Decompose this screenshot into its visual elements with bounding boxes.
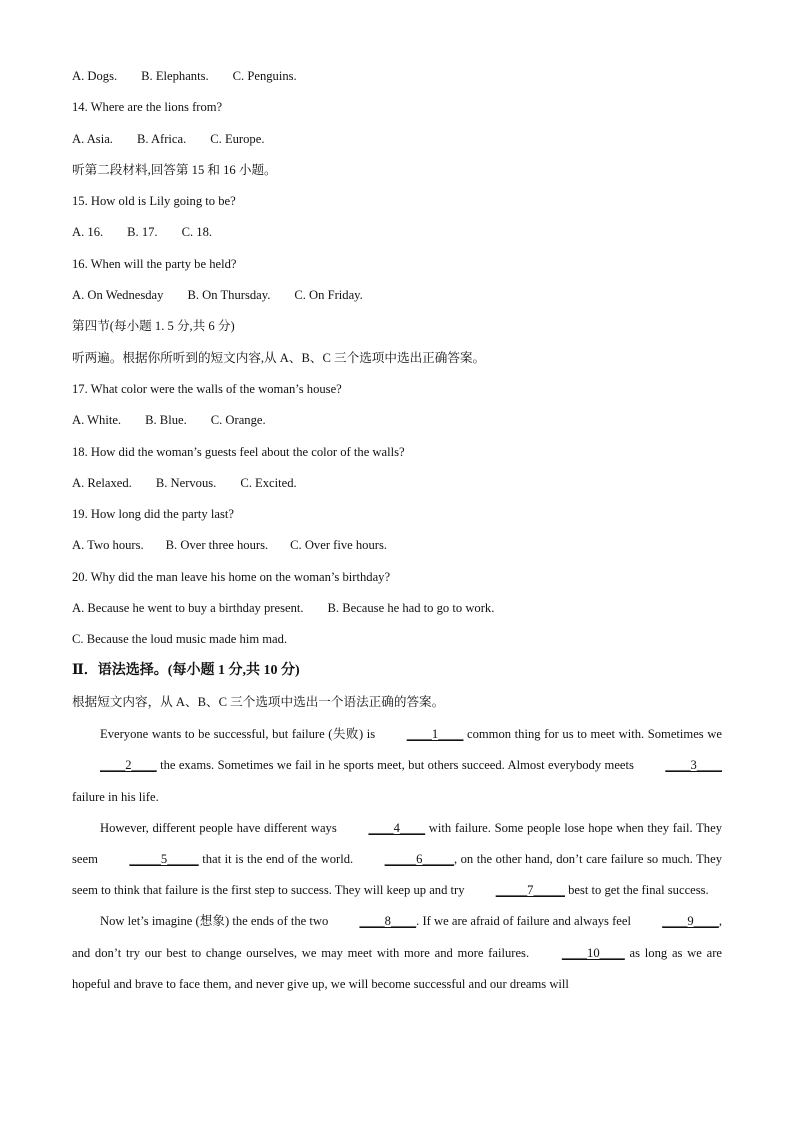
blank-3[interactable]: ____3____: [665, 758, 722, 773]
option[interactable]: A. Two hours.: [72, 538, 144, 553]
option[interactable]: A. 16.: [72, 225, 104, 240]
section2-intro: 听第二段材料,回答第 15 和 16 小题。: [72, 162, 277, 177]
option[interactable]: A. Dogs.: [72, 69, 118, 83]
option[interactable]: B. Elephants.: [141, 69, 209, 83]
grammar-section-title: Ⅱ．语法选择。(每小题 1 分,共 10 分): [72, 662, 300, 678]
passage-text: with failure. Some people lose hope when they fail. They seem: [72, 820, 722, 867]
q17-options: [72, 406, 722, 437]
q19-question: 19. How long did the party last?: [72, 507, 234, 522]
blank-2[interactable]: ____2____: [100, 758, 157, 773]
passage-text: , on the other hand, don’t care failure so much. They seem to think that failure is the first step to success. They will keep up and try: [72, 852, 722, 898]
q16-question: 16. When will the party be held?: [72, 256, 237, 271]
option[interactable]: A. Relaxed.: [72, 475, 132, 490]
q20-option-c: [72, 625, 722, 656]
passage-text: . If we are afraid of failure and always feel: [416, 914, 635, 929]
q16-options: [72, 281, 722, 312]
passage-text: Everyone wants to be successful, but failure (失败) is: [100, 727, 379, 742]
blank-5[interactable]: _____5_____: [129, 852, 199, 867]
passage-text: However, different people have different ways: [100, 820, 341, 835]
blank-6[interactable]: _____6_____: [384, 852, 454, 867]
q15-options: [72, 218, 722, 249]
blank-8[interactable]: ____8____: [359, 914, 417, 929]
passage-paragraph-3: [72, 906, 722, 1000]
option[interactable]: B. Because he had to go to work.: [327, 601, 495, 616]
grammar-instructions: 根据短文内容，从 A、B、C 三个选项中选出一个语法正确的答案。: [72, 694, 445, 709]
option[interactable]: C. Over five hours.: [290, 538, 388, 553]
option[interactable]: C. Because the loud music made him mad.: [72, 632, 288, 647]
q14-question: 14. Where are the lions from?: [72, 100, 223, 115]
option[interactable]: B. On Thursday.: [187, 288, 271, 303]
option[interactable]: A. Asia.: [72, 131, 113, 146]
blank-9[interactable]: ____9____: [662, 914, 719, 929]
option[interactable]: B. Nervous.: [155, 475, 217, 490]
option[interactable]: A. Because he went to buy a birthday present.: [72, 601, 304, 616]
q18-options: [72, 469, 722, 500]
passage-text: that it is the end of the world.: [198, 852, 357, 867]
option[interactable]: B. Over three hours.: [165, 538, 269, 553]
part4-instructions: 听两遍。根据你所听到的短文内容,从 A、B、C 三个选项中选出正确答案。: [72, 350, 486, 365]
option[interactable]: A. On Wednesday: [72, 288, 164, 303]
passage-text: Now let’s imagine (想象) the ends of the two: [100, 914, 332, 929]
option[interactable]: C. 18.: [181, 225, 213, 240]
q17-question: 17. What color were the walls of the woman’s house?: [72, 381, 342, 396]
option[interactable]: C. Orange.: [210, 413, 266, 428]
blank-1[interactable]: ____1____: [406, 727, 464, 742]
passage-text: common thing for us to meet with. Sometimes we: [463, 727, 722, 742]
passage-paragraph-2: [72, 813, 722, 907]
blank-7[interactable]: _____7_____: [495, 883, 565, 898]
option[interactable]: B. Africa.: [136, 131, 187, 146]
option[interactable]: B. 17.: [127, 225, 158, 240]
q20-question: 20. Why did the man leave his home on the woman’s birthday?: [72, 569, 391, 584]
q19-options: [72, 531, 722, 562]
passage-paragraph-1: [72, 719, 722, 813]
passage-text: the exams. Sometimes we fail in he sports meet, but others succeed. Almost everybody meets: [156, 758, 638, 773]
q18-question: 18. How did the woman’s guests feel about the color of the walls?: [72, 444, 405, 459]
blank-10[interactable]: ____10____: [561, 945, 625, 960]
q13-options: [72, 62, 722, 93]
option[interactable]: C. On Friday.: [294, 288, 363, 303]
option[interactable]: B. Blue.: [145, 413, 187, 428]
option[interactable]: A. White.: [72, 413, 122, 428]
option[interactable]: C. Penguins.: [232, 69, 297, 83]
passage-text: as long as we are hopeful and brave to face them, and never give up, we will become successful and our dreams will: [72, 945, 722, 991]
passage-text: failure in his life.: [72, 789, 159, 804]
blank-4[interactable]: ____4____: [368, 820, 426, 835]
option[interactable]: C. Europe.: [210, 131, 265, 146]
option[interactable]: C. Excited.: [240, 475, 297, 490]
q20-options-ab: [72, 594, 722, 625]
passage-text: best to get the final success.: [564, 883, 709, 898]
q14-options: [72, 125, 722, 156]
exam-page: [72, 62, 722, 1000]
passage-text: , and don’t try our best to change ourselves, we may meet with more and more failures.: [72, 914, 722, 960]
q15-question: 15. How old is Lily going to be?: [72, 194, 236, 209]
part4-title: 第四节(每小题 1. 5 分,共 6 分): [72, 319, 235, 334]
